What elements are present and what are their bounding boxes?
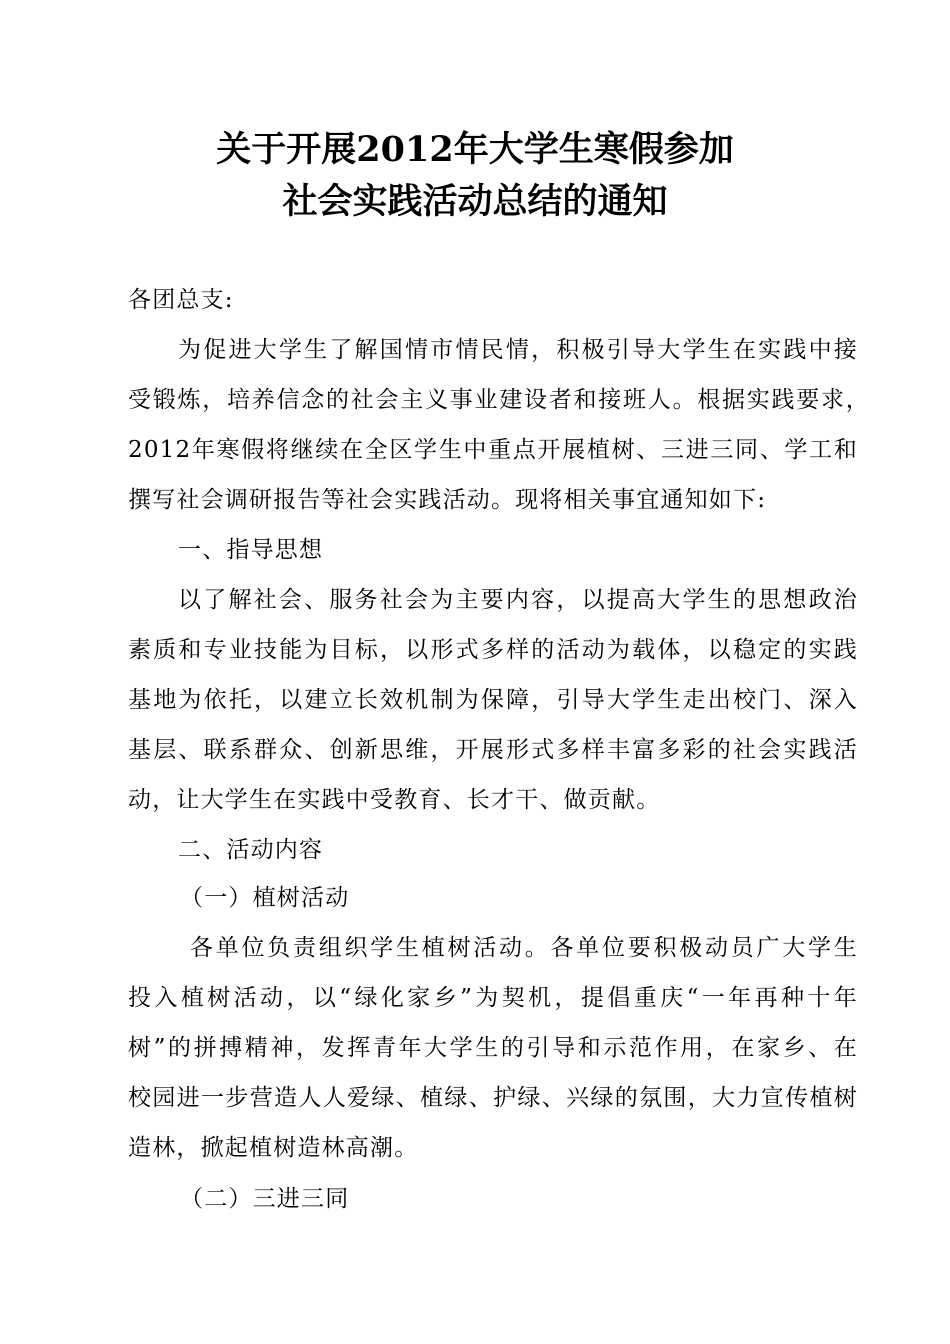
paragraph-line: 校园进一步营造人人爱绿、植绿、护绿、兴绿的氛围，大力宣传植树 — [128, 1085, 858, 1111]
paragraph-line: 动，让大学生在实践中受教育、长才干、做贡献。 — [128, 787, 661, 813]
paragraph-line: 撰写社会调研报告等社会实践活动。现将相关事宜通知如下: — [128, 487, 767, 513]
document-title-line-1: 关于开展2012年大学生寒假参加 — [216, 129, 734, 170]
section-heading: 二、活动内容 — [178, 837, 324, 863]
salutation: 各团总支: — [128, 287, 234, 313]
paragraph-line: 树”的拼搏精神，发挥青年大学生的引导和示范作用，在家乡、在 — [128, 1035, 858, 1061]
subsection-heading: （一）植树活动 — [180, 885, 350, 911]
subsection-heading: （二）三进三同 — [180, 1186, 350, 1212]
section-heading: 一、指导思想 — [178, 537, 324, 563]
paragraph-line: 受锻炼，培养信念的社会主义事业建设者和接班人。根据实践要求， — [128, 387, 870, 413]
paragraph-line: 投入植树活动，以“绿化家乡”为契机，提倡重庆“一年再种十年 — [128, 985, 858, 1011]
document-title-line-2: 社会实践活动总结的通知 — [282, 181, 668, 222]
paragraph-line: 基层、联系群众、创新思维，开展形式多样丰富多彩的社会实践活 — [128, 737, 858, 763]
paragraph-line: 2012年寒假将继续在全区学生中重点开展植树、三进三同、学工和 — [128, 437, 858, 463]
paragraph-line: 基地为依托，以建立长效机制为保障，引导大学生走出校门、深入 — [128, 687, 858, 713]
paragraph-line: 造林，掀起植树造林高潮。 — [128, 1135, 419, 1161]
paragraph-line: 素质和专业技能为目标，以形式多样的活动为载体，以稳定的实践 — [128, 637, 858, 663]
paragraph-line: 以了解社会、服务社会为主要内容，以提高大学生的思想政治 — [178, 587, 858, 613]
paragraph-line: 各单位负责组织学生植树活动。各单位要积极动员广大学生 — [190, 935, 858, 961]
paragraph-line: 为促进大学生了解国情市情民情，积极引导大学生在实践中接 — [178, 337, 858, 363]
